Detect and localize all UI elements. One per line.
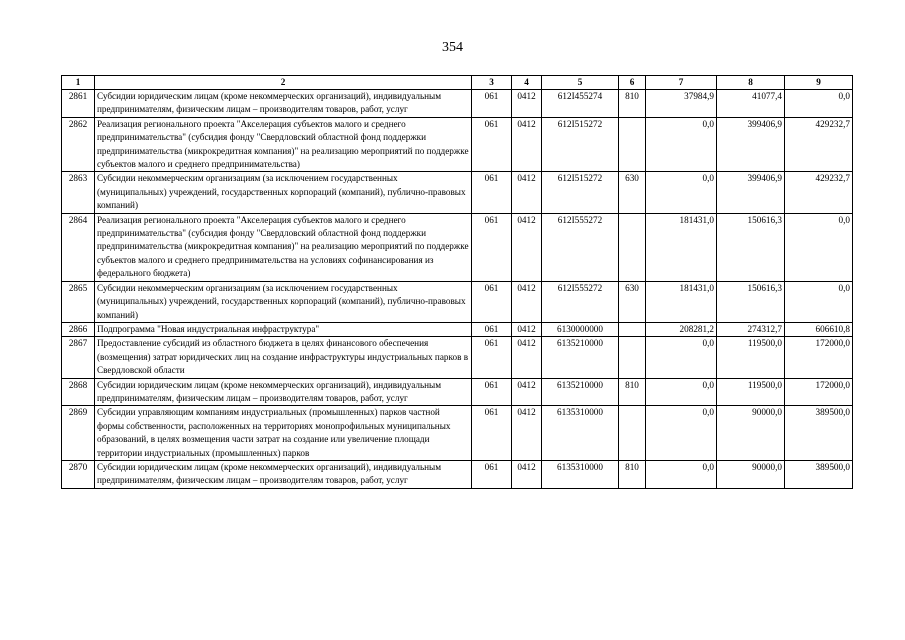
ministry-code: 061	[472, 337, 512, 378]
table-header-row	[62, 76, 853, 90]
header-cell: 8	[717, 76, 785, 90]
amount-col8: 90000,0	[717, 460, 785, 488]
amount-col8: 90000,0	[717, 406, 785, 461]
row-number: 2863	[62, 172, 95, 213]
amount-col8: 119500,0	[717, 337, 785, 378]
table-row	[62, 322, 853, 336]
header-cell: 2	[95, 76, 472, 90]
row-description: Реализация регионального проекта "Акселерация субъектов малого и среднего предпринимательства" (субсидия фонду "Свердловский областной фонд поддержки предпринимательства (микрокредитная компания)" на реализацию мероприятий по поддержке субъектов малого и среднего предпринимательства на условиях софинансирования из федерального бюджета)	[95, 213, 472, 281]
amount-col7: 181431,0	[646, 281, 717, 322]
section-code: 0412	[512, 117, 542, 172]
table-row	[62, 172, 853, 213]
amount-col9: 389500,0	[785, 460, 853, 488]
amount-col8: 399406,9	[717, 117, 785, 172]
expense-type-code: 630	[619, 172, 646, 213]
row-number: 2867	[62, 337, 95, 378]
amount-col7: 0,0	[646, 460, 717, 488]
target-code: 612I515272	[542, 117, 619, 172]
table-row	[62, 117, 853, 172]
expense-type-code: 810	[619, 90, 646, 118]
header-cell: 5	[542, 76, 619, 90]
target-code: 6130000000	[542, 322, 619, 336]
amount-col9: 0,0	[785, 90, 853, 118]
section-code: 0412	[512, 322, 542, 336]
header-cell: 3	[472, 76, 512, 90]
expense-type-code	[619, 213, 646, 281]
table-row	[62, 406, 853, 461]
ministry-code: 061	[472, 378, 512, 406]
table-row	[62, 281, 853, 322]
table-row	[62, 90, 853, 118]
ministry-code: 061	[472, 172, 512, 213]
target-code: 6135210000	[542, 337, 619, 378]
target-code: 612I555272	[542, 281, 619, 322]
row-description: Субсидии управляющим компаниям индустриальных (промышленных) парков частной формы собственности, расположенных на территориях монопрофильных муниципальных образований, в целях возмещения части затрат на создание или увеличение площади территории индустриальных (промышленных) парков	[95, 406, 472, 461]
ministry-code: 061	[472, 281, 512, 322]
row-description: Предоставление субсидий из областного бюджета в целях финансового обеспечения (возмещения) затрат юридических лиц на создание инфраструктуры индустриальных парков в Свердловской области	[95, 337, 472, 378]
row-description: Субсидии некоммерческим организациям (за исключением государственных (муниципальных) учреждений, государственных корпораций (компаний), публично-правовых компаний)	[95, 281, 472, 322]
row-number: 2865	[62, 281, 95, 322]
amount-col8: 150616,3	[717, 281, 785, 322]
target-code: 6135310000	[542, 460, 619, 488]
table-row	[62, 460, 853, 488]
amount-col7: 0,0	[646, 172, 717, 213]
section-code: 0412	[512, 281, 542, 322]
row-number: 2861	[62, 90, 95, 118]
row-number: 2868	[62, 378, 95, 406]
target-code: 612I455274	[542, 90, 619, 118]
row-number: 2869	[62, 406, 95, 461]
row-number: 2870	[62, 460, 95, 488]
amount-col9: 429232,7	[785, 117, 853, 172]
section-code: 0412	[512, 213, 542, 281]
ministry-code: 061	[472, 213, 512, 281]
amount-col7: 208281,2	[646, 322, 717, 336]
amount-col8: 399406,9	[717, 172, 785, 213]
expense-type-code: 630	[619, 281, 646, 322]
amount-col9: 429232,7	[785, 172, 853, 213]
row-number: 2866	[62, 322, 95, 336]
expense-type-code	[619, 406, 646, 461]
row-number: 2862	[62, 117, 95, 172]
header-cell: 7	[646, 76, 717, 90]
target-code: 6135210000	[542, 378, 619, 406]
row-description: Реализация регионального проекта "Акселерация субъектов малого и среднего предпринимательства" (субсидия фонду "Свердловский областной фонд поддержки предпринимательства (микрокредитная компания)" на реализацию мероприятий по поддержке субъектов малого и среднего предпринимательства)	[95, 117, 472, 172]
amount-col7: 181431,0	[646, 213, 717, 281]
header-cell: 6	[619, 76, 646, 90]
amount-col9: 172000,0	[785, 337, 853, 378]
ministry-code: 061	[472, 90, 512, 118]
table-row	[62, 213, 853, 281]
row-number: 2864	[62, 213, 95, 281]
amount-col8: 150616,3	[717, 213, 785, 281]
ministry-code: 061	[472, 460, 512, 488]
target-code: 6135310000	[542, 406, 619, 461]
row-description: Субсидии юридическим лицам (кроме некоммерческих организаций), индивидуальным предпринимателям, физическим лицам – производителям товаров, работ, услуг	[95, 378, 472, 406]
expense-type-code: 810	[619, 460, 646, 488]
expense-type-code	[619, 337, 646, 378]
amount-col7: 0,0	[646, 117, 717, 172]
section-code: 0412	[512, 378, 542, 406]
target-code: 612I555272	[542, 213, 619, 281]
section-code: 0412	[512, 90, 542, 118]
amount-col9: 389500,0	[785, 406, 853, 461]
header-cell: 9	[785, 76, 853, 90]
row-description: Субсидии юридическим лицам (кроме некоммерческих организаций), индивидуальным предпринимателям, физическим лицам – производителям товаров, работ, услуг	[95, 460, 472, 488]
amount-col8: 274312,7	[717, 322, 785, 336]
section-code: 0412	[512, 337, 542, 378]
table-row	[62, 378, 853, 406]
expense-type-code: 810	[619, 378, 646, 406]
budget-table	[61, 75, 853, 489]
amount-col9: 0,0	[785, 281, 853, 322]
expense-type-code	[619, 322, 646, 336]
table-row	[62, 337, 853, 378]
amount-col7: 0,0	[646, 406, 717, 461]
amount-col9: 0,0	[785, 213, 853, 281]
expense-type-code	[619, 117, 646, 172]
amount-col7: 37984,9	[646, 90, 717, 118]
header-cell: 1	[62, 76, 95, 90]
header-cell: 4	[512, 76, 542, 90]
section-code: 0412	[512, 406, 542, 461]
amount-col8: 41077,4	[717, 90, 785, 118]
row-description: Субсидии юридическим лицам (кроме некоммерческих организаций), индивидуальным предпринимателям, физическим лицам – производителям товаров, работ, услуг	[95, 90, 472, 118]
page-number: 354	[442, 40, 463, 55]
ministry-code: 061	[472, 406, 512, 461]
amount-col9: 172000,0	[785, 378, 853, 406]
row-description: Субсидии некоммерческим организациям (за исключением государственных (муниципальных) учреждений, государственных корпораций (компаний), публично-правовых компаний)	[95, 172, 472, 213]
row-description: Подпрограмма "Новая индустриальная инфраструктура"	[95, 322, 472, 336]
amount-col7: 0,0	[646, 337, 717, 378]
amount-col7: 0,0	[646, 378, 717, 406]
ministry-code: 061	[472, 322, 512, 336]
amount-col8: 119500,0	[717, 378, 785, 406]
ministry-code: 061	[472, 117, 512, 172]
target-code: 612I515272	[542, 172, 619, 213]
amount-col9: 606610,8	[785, 322, 853, 336]
section-code: 0412	[512, 172, 542, 213]
section-code: 0412	[512, 460, 542, 488]
